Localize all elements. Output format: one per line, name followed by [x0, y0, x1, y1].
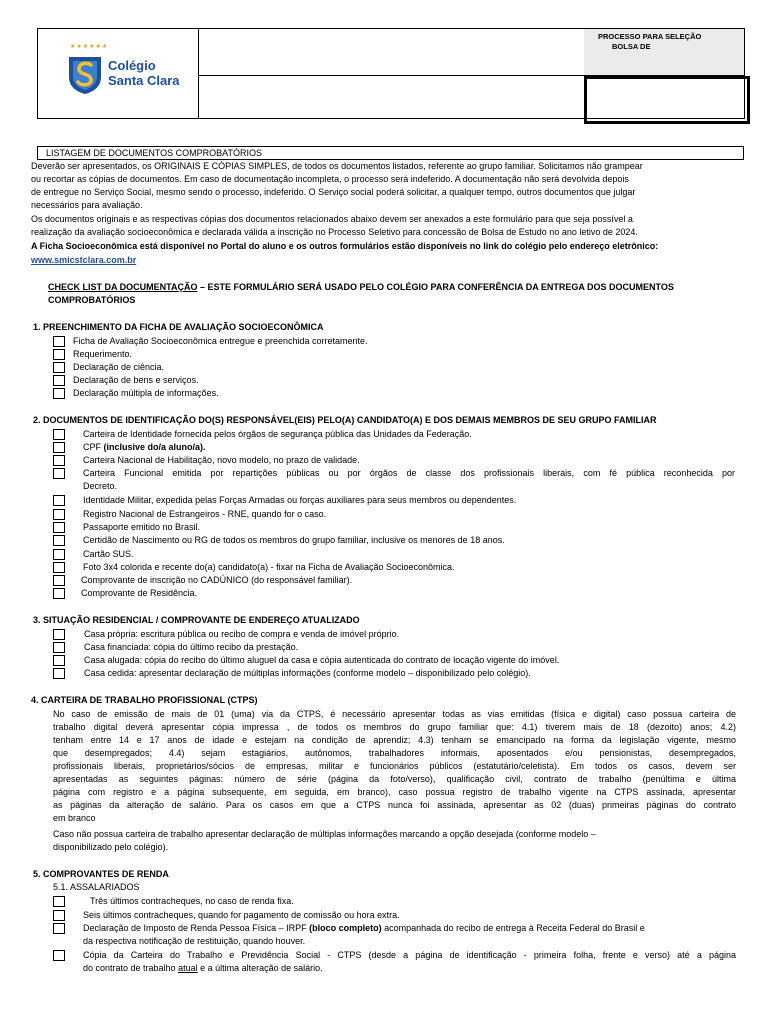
paragraph-line: trabalho digital deverá apresentar cópia impressa , de todos os membros do grupo familiar que: 4.1) tiverem mais de 18 (dezoito) anos; 4.2)	[53, 722, 736, 732]
checklist-item: Foto 3x4 colorida e recente do(a) candidato(a) - fixar na Ficha de Avaliação Socioeconômica.	[83, 562, 455, 572]
checkbox[interactable]	[53, 549, 65, 560]
checklist-heading-cont: COMPROBATÓRIOS	[48, 295, 136, 305]
processo-label: PROCESSO PARA SELEÇÃO BOLSA DE	[598, 32, 702, 51]
checklist-item: Carteira Funcional emitida por repartições públicas ou por órgãos de classe dos profissionais liberais, com fé pública reconhecida por	[83, 468, 735, 478]
logo-cell	[38, 29, 199, 118]
checkbox[interactable]	[53, 923, 65, 934]
website-link[interactable]: www.smicstclara.com.br	[31, 255, 137, 265]
intro-line-bold: A Ficha Socioeconômica está disponível no Portal do aluno e os outros formulários estão disponíveis no link do colégio pelo endereço eletrônico:	[31, 241, 659, 251]
checklist-item: Casa financiada: cópia do último recibo da prestação.	[84, 642, 299, 652]
paragraph-line: página com registro e a página subsequente, em seguida, em branco), caso possua registro de trabalho vigente na CTPS assinada, apresentar	[53, 787, 736, 797]
section-title-box	[37, 146, 744, 160]
checklist-item: Declaração de Imposto de Renda Pessoa Física – IRPF (bloco completo) acompanhada do recibo de entrega à Receita Federal do Brasil e	[83, 923, 645, 933]
section-5-title: 5. COMPROVANTES DE RENDA	[33, 869, 169, 879]
checklist-item: Cartão SUS.	[83, 549, 134, 559]
checklist-item: Carteira Nacional de Habilitação, novo modelo, no prazo de validade.	[83, 455, 360, 465]
paragraph-line: em branco	[53, 813, 96, 823]
paragraph-line: Caso não possua carteira de trabalho apresentar declaração de múltiplas informações marcando a opção desejada (conforme modelo –	[53, 829, 596, 839]
checkbox[interactable]	[53, 442, 65, 453]
checklist-item: Carteira de Identidade fornecida pelos órgãos de segurança pública das Unidades da Federação.	[83, 429, 472, 439]
checklist-item-cont: Decreto.	[83, 481, 118, 491]
checklist-item: Casa própria: escritura pública ou recibo de compra e venda de imóvel próprio.	[84, 629, 400, 639]
checklist-item: Comprovante de Residência.	[81, 588, 198, 598]
checkbox[interactable]	[53, 388, 65, 399]
checklist-item: Ficha de Avaliação Socioeconômica entregue e preenchida corretamente.	[73, 336, 368, 346]
paragraph-line: as páginas da alteração de salário. Para os casos em que a CTPS nunca foi assinada, apresentar as 02 (duas) primeiras páginas do contrato	[53, 800, 736, 810]
checkbox[interactable]	[53, 655, 65, 666]
checkbox[interactable]	[53, 588, 65, 599]
checkbox[interactable]	[53, 375, 65, 386]
checklist-item: CPF (inclusive do/a aluno/a).	[83, 442, 206, 452]
checklist-item: Comprovante de inscrição no CADÚNICO (do responsável familiar).	[81, 575, 353, 585]
checklist-item: Requerimento.	[73, 349, 133, 359]
checkbox[interactable]	[53, 575, 65, 586]
intro-line: ou recortar as cópias de documentos. Em caso de documentação incompleta, o processo será indeferido. A documentação não será devolvida depois	[31, 174, 629, 184]
processo-value-cell	[584, 76, 750, 124]
checklist-item: Declaração de ciência.	[73, 362, 165, 372]
school-logo	[67, 43, 187, 103]
header-blank-cell-top	[199, 29, 585, 76]
logo-text-name: Santa Clara	[108, 73, 180, 88]
checkbox[interactable]	[53, 349, 65, 360]
checklist-item: Seis últimos contracheques, quando for pagamento de comissão ou hora extra.	[83, 910, 400, 920]
checkbox[interactable]	[53, 629, 65, 640]
section-1-title: 1. PREENCHIMENTO DA FICHA DE AVALIAÇÃO SOCIOECONÔMICA	[33, 322, 324, 332]
paragraph-line: apresentadas as seguintes páginas: número de série (página da foto/verso), qualificação civil, contrato de trabalho (penúltima e última	[53, 774, 736, 784]
checklist-item: Cópia da Carteira do Trabalho e Previdência Social - CTPS (desde a página de identificação - primeira folha, frente e verso) até a página	[83, 950, 736, 960]
subsection-title: 5.1. ASSALARIADOS	[53, 882, 140, 892]
checkbox[interactable]	[53, 362, 65, 373]
checkbox[interactable]	[53, 468, 65, 479]
checklist-item: Três últimos contracheques, no caso de renda fixa.	[90, 896, 294, 906]
checklist-item: Casa cedida: apresentar declaração de múltiplas informações (conforme modelo – disponibilizado pelo colégio).	[84, 668, 531, 678]
paragraph-line: tenham entre 14 e 17 anos de idade e estejam na condição de aprendiz; 4.3) tenham se emancipado na forma da legislação vigente, mesmo	[53, 735, 736, 745]
checkbox[interactable]	[53, 535, 65, 546]
checkbox[interactable]	[53, 455, 65, 466]
checkbox[interactable]	[53, 950, 65, 961]
checklist-item-cont: do contrato de trabalho atual e a última alteração de salário.	[83, 963, 323, 973]
logo-text-college: Colégio	[108, 58, 156, 73]
paragraph-line: profissionais liberais, proprietários/sócios de empresas, militar e funcionários públicos (estatutário/celetista). Em todos os casos, devem ser	[53, 761, 736, 771]
checkbox[interactable]	[53, 522, 65, 533]
intro-line: necessários para avaliação.	[31, 200, 143, 210]
checklist-item-cont: da respectiva notificação de restituição, quando houver.	[83, 936, 306, 946]
header-table	[37, 28, 745, 119]
checklist-heading: CHECK LIST DA DOCUMENTAÇÃO – ESTE FORMULÁRIO SERÁ USADO PELO COLÉGIO PARA CONFERÊNCIA DA ENTREGA DOS DOCUMENTOS	[48, 282, 674, 292]
section-3-title: 3. SITUAÇÃO RESIDENCIAL / COMPROVANTE DE ENDEREÇO ATUALIZADO	[33, 615, 360, 625]
processo-cell	[584, 29, 744, 76]
checklist-item: Declaração de bens e serviços.	[73, 375, 199, 385]
checkbox[interactable]	[53, 896, 65, 907]
checkbox[interactable]	[53, 429, 65, 440]
checkbox[interactable]	[53, 509, 65, 520]
intro-line: realização da avaliação socioeconômica e declarada válida a inscrição no Processo Seletivo para concessão de Bolsa de Estudo no ano letivo de 2024.	[31, 227, 638, 237]
paragraph-line: No caso de emissão de mais de 01 (uma) via da CTPS, é necessário apresentar todas as vias emitidas (física e digital) caso possua carteira de	[53, 709, 736, 719]
checkbox[interactable]	[53, 495, 65, 506]
checklist-item: Passaporte emitido no Brasil.	[83, 522, 201, 532]
intro-line: Deverão ser apresentados, os ORIGINAIS E CÓPIAS SIMPLES, de todos os documentos listados, referente ao grupo familiar. Solicitamos não grampear	[31, 161, 643, 171]
section-title: LISTAGEM DE DOCUMENTOS COMPROBATÓRIOS	[46, 148, 263, 158]
checklist-item: Identidade Militar, expedida pelas Forças Armadas ou forças auxiliares para seus membros ou dependentes.	[83, 495, 517, 505]
checklist-item: Declaração múltipla de informações.	[73, 388, 219, 398]
checklist-item: Registro Nacional de Estrangeiros - RNE, quando for o caso.	[83, 509, 327, 519]
header-blank-cell-bottom	[199, 76, 585, 118]
checkbox[interactable]	[53, 668, 65, 679]
intro-line: de entregue no Serviço Social, mesmo sendo o processo, indeferido. O Serviço social poderá solicitar, a qualquer tempo, outros documentos que julgar	[31, 187, 636, 197]
intro-line: Os documentos originais e as respectivas cópias dos documentos relacionados abaixo devem ser anexados a este formulário para que seja possível a	[31, 214, 633, 224]
paragraph-line: disponibilizado pelo colégio).	[53, 842, 169, 852]
checklist-item: Certidão de Nascimento ou RG de todos os membros do grupo familiar, inclusive os menores de 18 anos.	[83, 535, 505, 545]
shield-icon	[67, 53, 103, 95]
checklist-item: Casa alugada: cópia do recibo do último aluguel da casa e cópia autenticada do contrato de locação vigente do imóvel.	[84, 655, 560, 665]
checkbox[interactable]	[53, 642, 65, 653]
checkbox[interactable]	[53, 562, 65, 573]
section-4-title: 4. CARTEIRA DE TRABALHO PROFISSIONAL (CTPS)	[31, 695, 258, 705]
checkbox[interactable]	[53, 336, 65, 347]
logo-stars: ★★★★★★	[70, 44, 109, 50]
section-2-title: 2. DOCUMENTOS DE IDENTIFICAÇÃO DO(S) RESPONSÁVEL(EIS) PELO(A) CANDIDATO(A) E DOS DEMAIS MEMBROS DE SEU GRUPO FAMILIAR	[33, 415, 657, 425]
checkbox[interactable]	[53, 910, 65, 921]
paragraph-line: que desempregados; 4.4) sejam estagiários, autônomos, trabalhadores informais, aposentados e/ou pensionistas, desempregados,	[53, 748, 736, 758]
